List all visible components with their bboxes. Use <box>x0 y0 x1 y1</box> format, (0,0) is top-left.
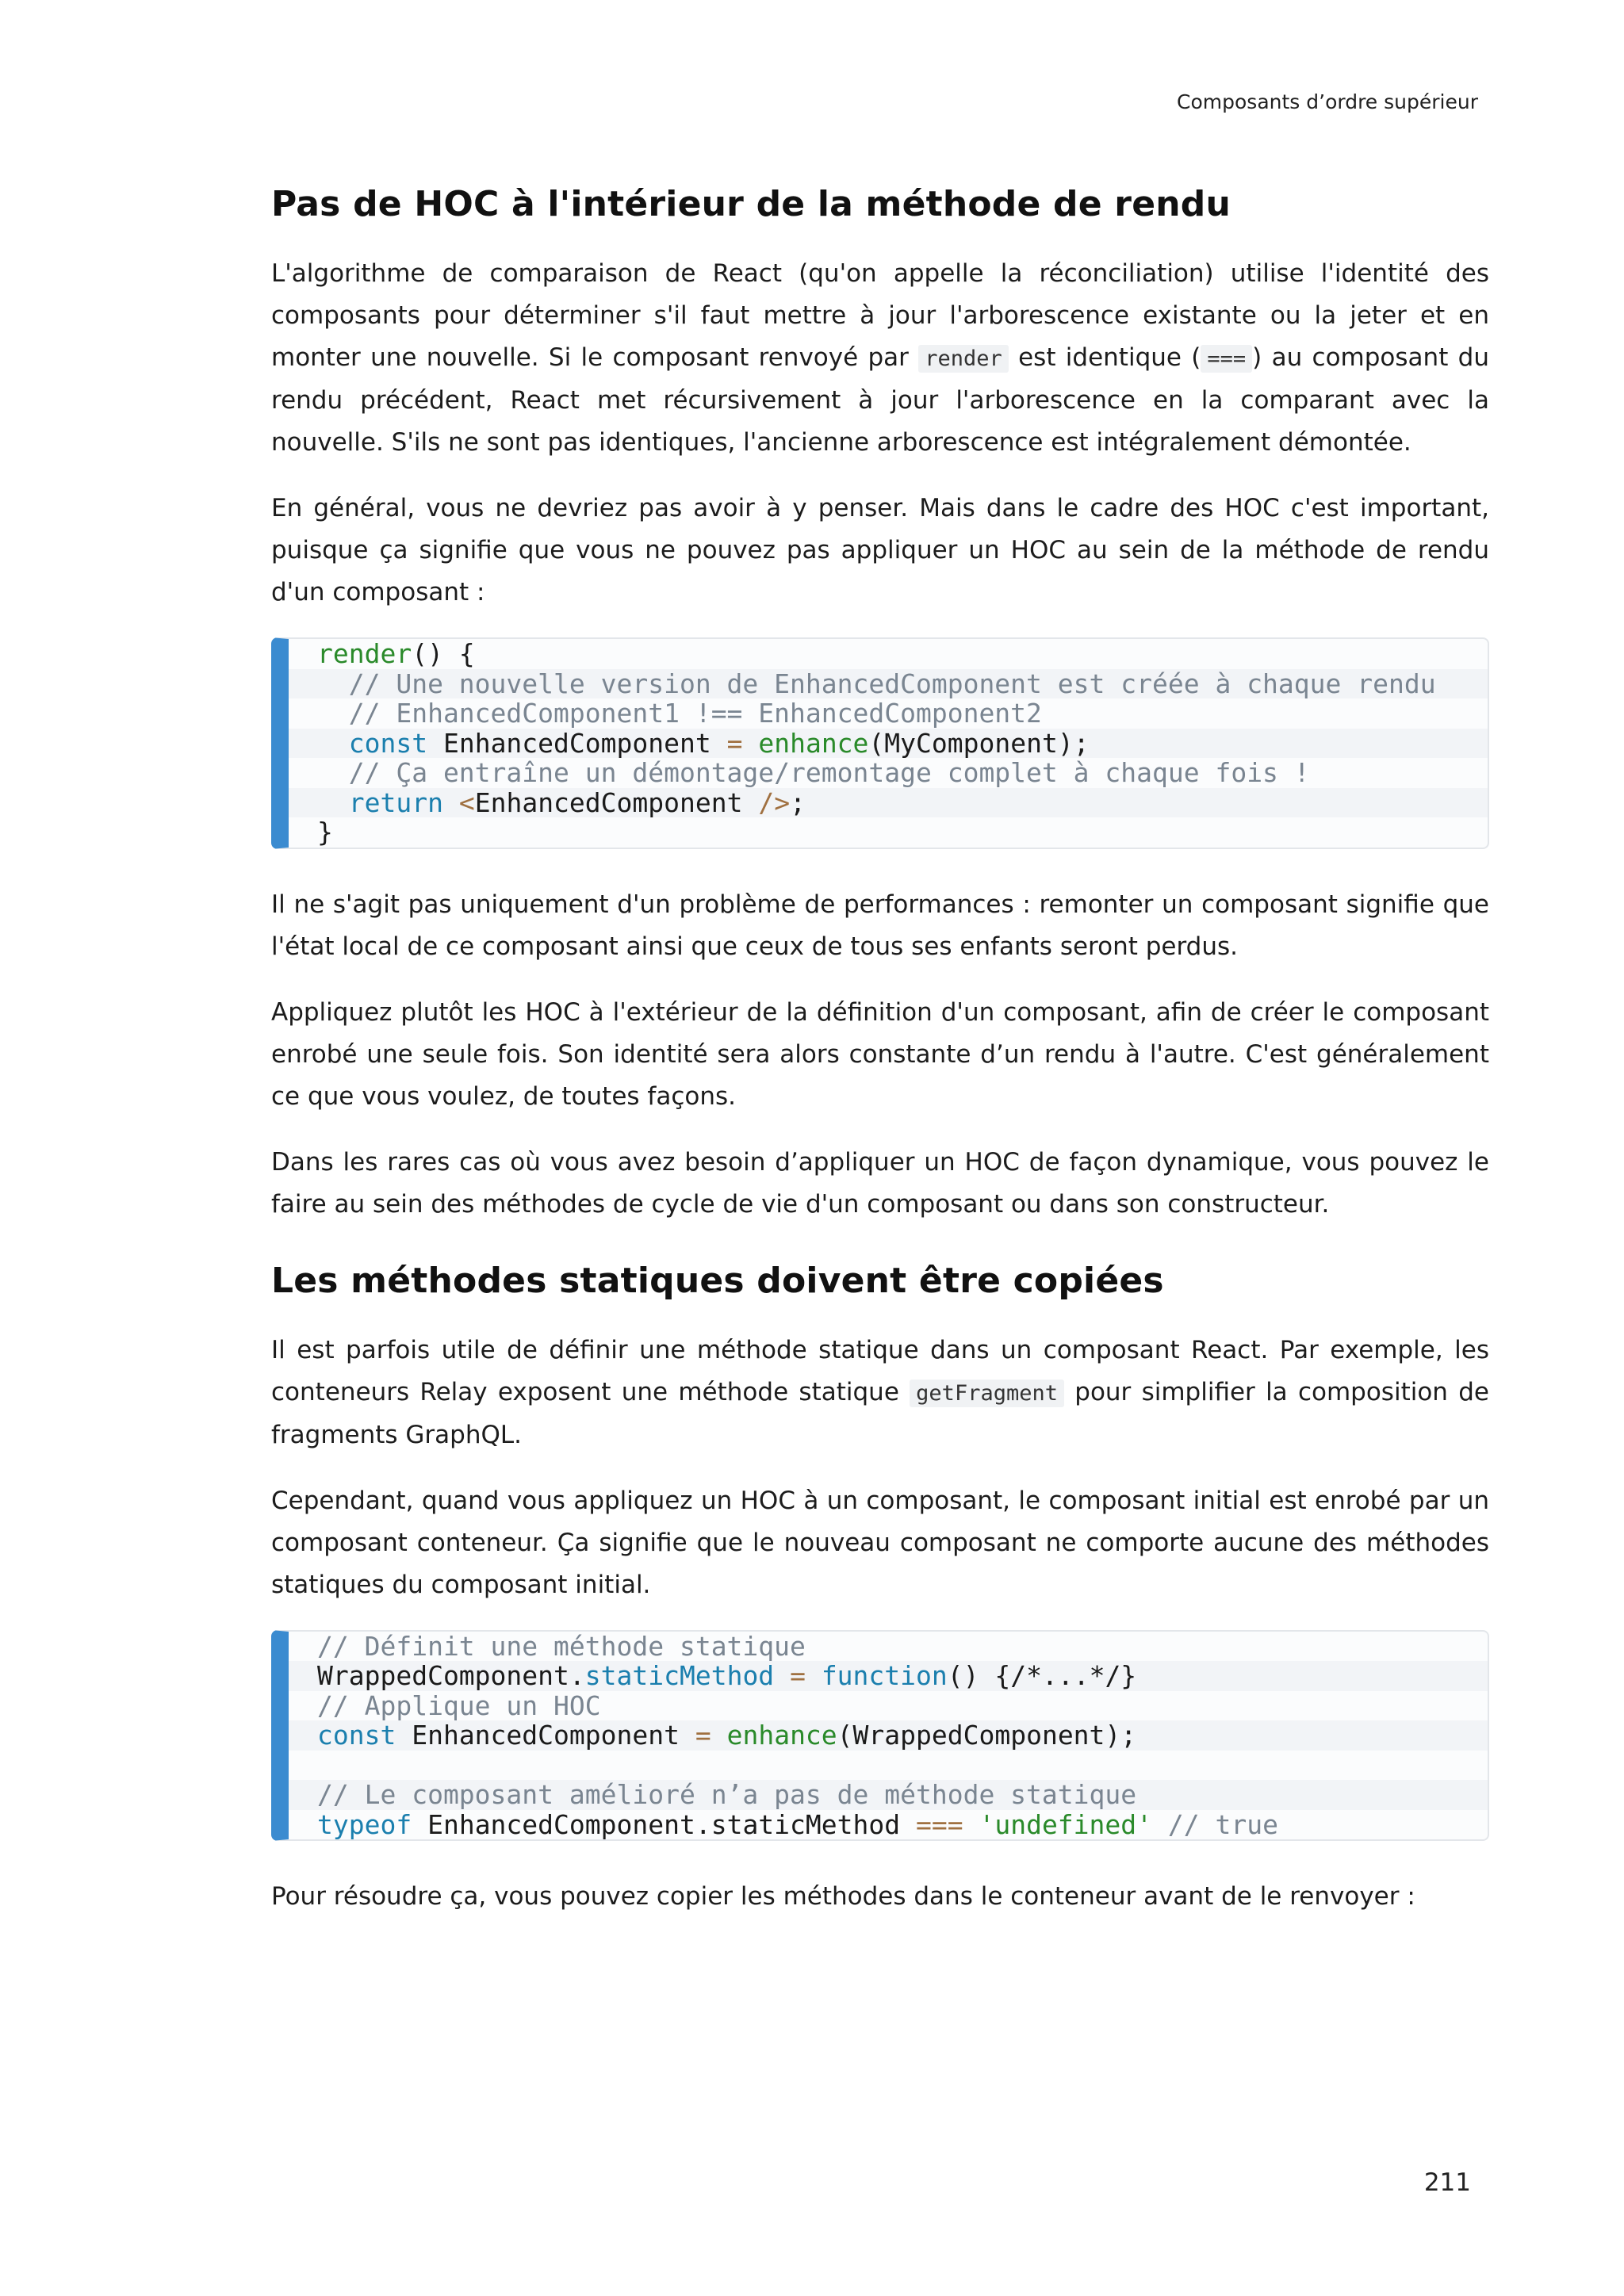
code-line: // EnhancedComponent1 !== EnhancedComponent2 <box>317 698 1042 729</box>
code-token: WrappedComponent. <box>317 1660 585 1691</box>
section-heading-hoc-render: Pas de HOC à l'intérieur de la méthode de rendu <box>271 184 1231 224</box>
paragraph-reconciliation <box>271 253 1489 464</box>
code-token: typeof <box>317 1808 412 1840</box>
inline-code-render: render <box>918 345 1009 373</box>
paragraph-static-intro <box>271 1330 1489 1456</box>
code-line: } <box>317 817 333 848</box>
code-line: // Ça entraîne un démontage/remontage complet à chaque fois ! <box>317 757 1310 788</box>
paragraph-general: En général, vous ne devriez pas avoir à y penser. Mais dans le cadre des HOC c'est important, puisque ça signifie que vous ne pouvez pas appliquer un HOC au sein de la méthode de rendu d'un composant : <box>271 494 1489 607</box>
code-token: EnhancedComponent <box>396 1720 695 1751</box>
code-token: EnhancedComponent <box>427 727 727 759</box>
code-line: // Le composant amélioré n’a pas de méthode statique <box>289 1780 1488 1810</box>
text-segment: pour simplifier la composition de fragments GraphQL. <box>271 1377 1489 1449</box>
code-block-render <box>271 637 1489 849</box>
code-token: const <box>348 727 428 759</box>
text-segment: est identique ( <box>1008 343 1201 372</box>
code-token: (MyComponent); <box>868 727 1090 759</box>
code-line: // Applique un HOC <box>317 1689 601 1721</box>
paragraph-however: Cependant, quand vous appliquez un HOC à un composant, le composant initial est enrobé par un composant conteneur. Ça signifie que le nouveau composant ne comporte aucune des méthodes statiques du composant initial. <box>271 1486 1489 1599</box>
paragraph-apply-outside: Appliquez plutôt les HOC à l'extérieur de la définition d'un composant, afin de créer le composant enrobé une seule fois. Son identité sera alors constante d’un rendu à l'autre. C'est généralement ce que vous voulez, de toutes façons. <box>271 997 1489 1111</box>
code-token: render <box>317 638 412 669</box>
code-line <box>289 729 1488 759</box>
code-token: return <box>348 786 443 818</box>
code-line: // Définit une méthode statique <box>317 1630 806 1662</box>
code-block-static <box>271 1630 1489 1842</box>
page-content <box>271 184 1489 1942</box>
running-header: Composants d’ordre supérieur <box>1177 90 1478 113</box>
code-token: // true <box>1167 1808 1278 1840</box>
code-token: = <box>790 1660 806 1691</box>
page-number: 211 <box>1423 2168 1471 2197</box>
code-line <box>317 639 1488 669</box>
code-line <box>289 1720 1488 1751</box>
section-heading-static-methods: Les méthodes statiques doivent être copiées <box>271 1260 1164 1301</box>
code-token: EnhancedComponent.staticMethod <box>412 1808 916 1840</box>
code-token: function <box>821 1660 948 1691</box>
code-token: = <box>695 1720 711 1751</box>
paragraph-dynamic: Dans les rares cas où vous avez besoin d’appliquer un HOC de façon dynamique, vous pouvez le faire au sein des méthodes de cycle de vie d'un composant ou dans son constructeur. <box>271 1147 1489 1219</box>
code-token: EnhancedComponent <box>474 786 759 818</box>
code-line <box>317 1810 1488 1840</box>
paragraph-solution: Pour résoudre ça, vous pouvez copier les méthodes dans le conteneur avant de le renvoyer : <box>271 1882 1415 1911</box>
code-token: = <box>726 727 743 759</box>
code-token: === <box>915 1808 963 1840</box>
code-token: ; <box>790 786 806 818</box>
code-token: /> <box>758 786 791 818</box>
text-segment: ) au composant du rendu précédent, React met récursivement à jour l'arborescence en la comparant avec la nouvelle. S'ils ne sont pas identiques, l'ancienne arborescence est intégralement démontée. <box>271 343 1489 457</box>
code-line: // Une nouvelle version de EnhancedComponent est créée à chaque rendu <box>289 669 1488 699</box>
text-segment: L'algorithme de comparaison de React (qu'on appelle la réconciliation) utilise l'identité des composants pour déterminer s'il faut mettre à jour l'arborescence existante ou la jeter et en monter une nouvelle. Si le composant renvoyé par <box>271 259 1489 372</box>
code-line <box>289 1661 1488 1691</box>
code-token: 'undefined' <box>979 1808 1153 1840</box>
code-token: staticMethod <box>584 1660 775 1691</box>
code-token: const <box>317 1720 396 1751</box>
code-line <box>289 788 1488 818</box>
code-token: enhance <box>726 1720 837 1751</box>
code-token: () { <box>412 638 475 669</box>
inline-code-getfragment: getFragment <box>910 1380 1064 1407</box>
code-token: (WrappedComponent); <box>837 1720 1137 1751</box>
code-token: < <box>458 786 475 818</box>
code-token: () {/*...*/} <box>947 1660 1137 1691</box>
inline-code-strict-equal: === <box>1201 345 1252 373</box>
text-segment: Il est parfois utile de définir une méthode statique dans un composant React. Par exemple, les conteneurs Relay exposent une méthode statique <box>271 1335 1489 1406</box>
code-token: enhance <box>758 727 869 759</box>
paragraph-performance: Il ne s'agit pas uniquement d'un problème de performances : remonter un composant signifie que l'état local de ce composant ainsi que ceux de tous ses enfants seront perdus. <box>271 890 1489 961</box>
code-line <box>317 1751 1488 1781</box>
